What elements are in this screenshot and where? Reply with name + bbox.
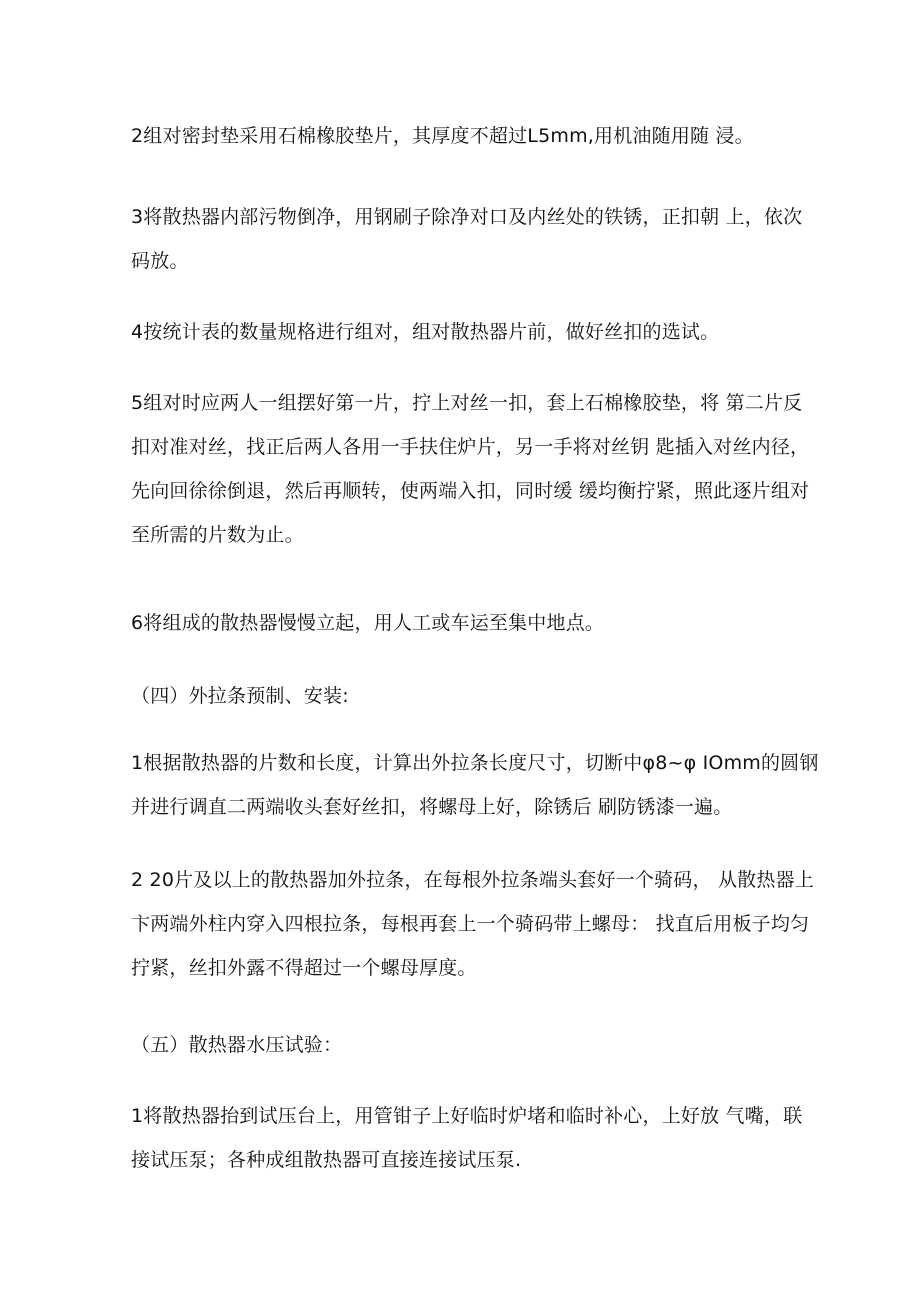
text-line: 接试压泵；各种成组散热器可直接连接试压泵. — [131, 1149, 522, 1171]
paragraph-transport — [131, 601, 795, 645]
text-line: 至所需的片数为止。 — [131, 524, 304, 546]
text-line: 1将散热器抬到试压台上，用管钳子上好临时炉堵和临时补心，上好放 气嘴，联 — [131, 1105, 803, 1127]
text-line: （五）散热器水压试验： — [131, 1034, 343, 1056]
text-line: 扣对准对丝，找正后两人各用一手扶住炉片，另一手将对丝钥 匙插入对丝内径， — [131, 436, 810, 458]
text-line: 2 20片及以上的散热器加外拉条，在每根外拉条端头套好一个骑码， 从散热器上 — [131, 869, 814, 891]
section-heading-pressure — [131, 1023, 795, 1067]
paragraph-count — [131, 310, 795, 354]
text-line: 4按统计表的数量规格进行组对，组对散热器片前，做好丝扣的选试。 — [131, 321, 720, 343]
paragraph-assemble — [131, 381, 810, 557]
paragraph-tierod-1 — [131, 741, 819, 829]
paragraph-tierod-2 — [131, 858, 814, 990]
text-line: 码放。 — [131, 250, 189, 272]
text-line: 拧紧，丝扣外露不得超过一个螺母厚度。 — [131, 957, 477, 979]
paragraph-clean — [131, 195, 803, 283]
text-line: 3将散热器内部污物倒净，用钢刷子除净对口及内丝处的铁锈，正扣朝 上，依次 — [131, 206, 803, 228]
paragraph-pressure-1 — [131, 1094, 803, 1182]
section-heading-tierod — [131, 674, 795, 718]
text-line: 卞两端外柱内穿入四根拉条，每根再套上一个骑码带上螺母： 找直后用板子均匀 — [131, 913, 810, 935]
text-line: 5组对时应两人一组摆好第一片，拧上对丝一扣，套上石棉橡胶垫，将 第二片反 — [131, 392, 803, 414]
text-line: 先向回徐徐倒退，然后再顺转，使两端入扣，同时缓 缓均衡拧紧，照此逐片组对 — [131, 480, 810, 502]
text-line: 并进行调直二两端收头套好丝扣，将螺母上好，除锈后 刷防锈漆一遍。 — [131, 796, 733, 818]
paragraph-gasket — [131, 114, 795, 158]
text-line: （四）外拉条预制、安装: — [131, 685, 349, 707]
text-line: 6将组成的散热器慢慢立起，用人工或车运至集中地点。 — [131, 612, 605, 634]
text-line: 2组对密封垫采用石棉橡胶垫片，其厚度不超过L5mm,用机油随用随 浸。 — [131, 125, 754, 147]
text-line: 1根据散热器的片数和长度，计算出外拉条长度尺寸，切断中φ8~φ IOmm的圆钢 — [131, 752, 819, 774]
